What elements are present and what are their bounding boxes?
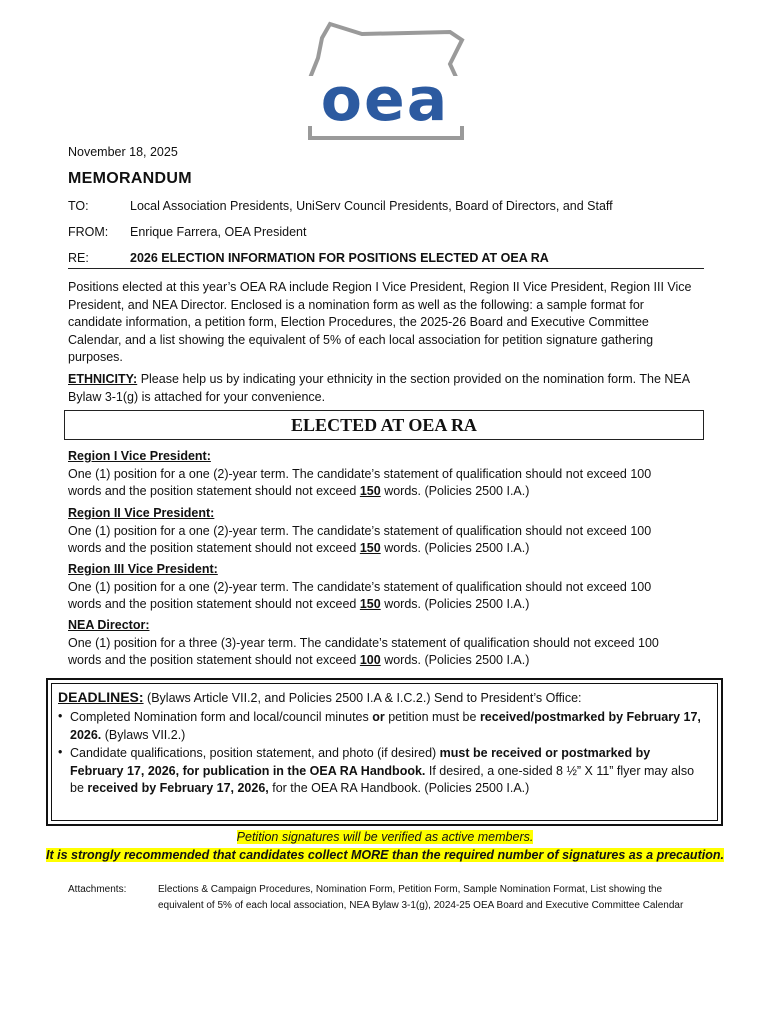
word-limit: 150 (359, 597, 381, 611)
ethnicity-paragraph (68, 371, 708, 406)
text-span: or (372, 710, 385, 724)
re-label: RE: (68, 251, 89, 265)
word-limit: 150 (359, 541, 381, 555)
text-span: (Bylaws VII.2.) (101, 727, 186, 742)
oea-logo (300, 20, 470, 145)
position-title: Region I Vice President: (68, 449, 211, 463)
bullet-icon: • (58, 745, 63, 759)
ethnicity-text: Please help us by indicating your ethnicity in the section provided on the nomination form. The NEA Bylaw 3-1(g) is attached for your convenience. (68, 372, 690, 404)
position-text: words and the position statement should not exceed (68, 653, 360, 667)
position-text: words. (Policies 2500 I.A.) (380, 653, 530, 667)
position-block (68, 448, 708, 501)
word-limit: 100 (359, 653, 381, 667)
deadlines-intro: (Bylaws Article VII.2, and Policies 2500 I.A & I.C.2.) Send to President’s Office: (143, 691, 582, 705)
attachments-text: Elections & Campaign Procedures, Nomination Form, Petition Form, Sample Nomination Format, List showing the equivalent of 5% of each local association, NEA Bylaw 3-1(g), 2024-25 OEA Board and Executive Committee Calendar (158, 884, 684, 911)
highlighted-text: Petition signatures will be verified as active members. (236, 830, 534, 844)
text-span: must be received or postmarked by February 17, 2026, for publication in the OEA RA Handbook. (70, 746, 651, 778)
deadline-bullet (58, 709, 708, 745)
text-span: If desired, a one-sided 8 ½” X 11” flyer may also be (70, 763, 695, 795)
text-span: for the OEA RA Handbook. (Policies 2500 I.A.) (268, 781, 530, 795)
intro-paragraph: Positions elected at this year’s OEA RA include Region I Vice President, Region II Vice President, Region III Vice President, and NEA Director. Enclosed is a nomination form as well as the following: a sample format for candidate information, a petition form, Election Procedures, the 2025-26 Board and Executive Committee Calendar, and a list showing the equivalent of 5% of each local association for petition signature gathering purposes. (68, 280, 692, 364)
from-label: FROM: (68, 225, 109, 239)
petition-note-1 (0, 828, 770, 846)
deadlines-heading (58, 688, 708, 707)
word-limit: 150 (359, 484, 381, 498)
position-text: words and the position statement should not exceed (68, 541, 360, 555)
deadline-text (70, 745, 706, 798)
text-span: petition must be (384, 710, 480, 724)
re-value: 2026 ELECTION INFORMATION FOR POSITIONS ELECTED AT OEA RA (130, 251, 549, 265)
logo-text: oea (320, 65, 450, 135)
position-text: words. (Policies 2500 I.A.) (380, 484, 530, 498)
position-title: Region III Vice President: (68, 562, 218, 576)
position-text: words. (Policies 2500 I.A.) (380, 541, 530, 555)
header-rule (68, 268, 704, 269)
position-title: NEA Director: (68, 618, 150, 632)
to-label: TO: (68, 199, 89, 213)
position-line (68, 596, 708, 614)
deadline-text (70, 709, 706, 744)
deadline-bullet (58, 745, 708, 799)
ethnicity-label: ETHNICITY: (68, 372, 138, 386)
deadlines-label: DEADLINES: (58, 689, 144, 705)
position-line: One (1) position for a three (3)-year term. The candidate’s statement of qualification should not exceed 100 (68, 635, 659, 650)
memo-date: November 18, 2025 (68, 145, 178, 159)
position-text: words. (Policies 2500 I.A.) (380, 597, 530, 611)
position-text: words and the position statement should not exceed (68, 597, 360, 611)
from-value: Enrique Farrera, OEA President (130, 225, 307, 239)
elected-heading: ELECTED AT OEA RA (64, 410, 704, 440)
highlighted-text: It is strongly recommended that candidates collect MORE than the required number of signatures as a precaution. (46, 848, 724, 862)
position-block (68, 505, 708, 558)
attachments-label: Attachments: (68, 884, 127, 895)
text-span: received/postmarked by February 17, 2026. (70, 710, 701, 742)
petition-note-2 (0, 846, 770, 864)
position-block (68, 561, 708, 614)
position-line: One (1) position for a one (2)-year term. The candidate’s statement of qualification should not exceed 100 (68, 466, 652, 481)
text-span: received by February 17, 2026, (87, 781, 269, 795)
text-span: Candidate qualifications, position statement, and photo (if desired) (70, 746, 440, 760)
position-text: words and the position statement should not exceed (68, 484, 360, 498)
position-line (68, 540, 708, 558)
position-block (68, 617, 708, 670)
text-span: Completed Nomination form and local/council minutes (70, 710, 373, 724)
position-line: One (1) position for a one (2)-year term. The candidate’s statement of qualification should not exceed 100 (68, 523, 652, 538)
position-line (68, 652, 708, 670)
to-value: Local Association Presidents, UniServ Council Presidents, Board of Directors, and Staff (130, 199, 613, 213)
memo-title: MEMORANDUM (68, 170, 192, 187)
position-line: One (1) position for a one (2)-year term. The candidate’s statement of qualification should not exceed 100 (68, 579, 652, 594)
position-line (68, 483, 708, 501)
bullet-icon: • (58, 709, 63, 723)
position-title: Region II Vice President: (68, 506, 215, 520)
